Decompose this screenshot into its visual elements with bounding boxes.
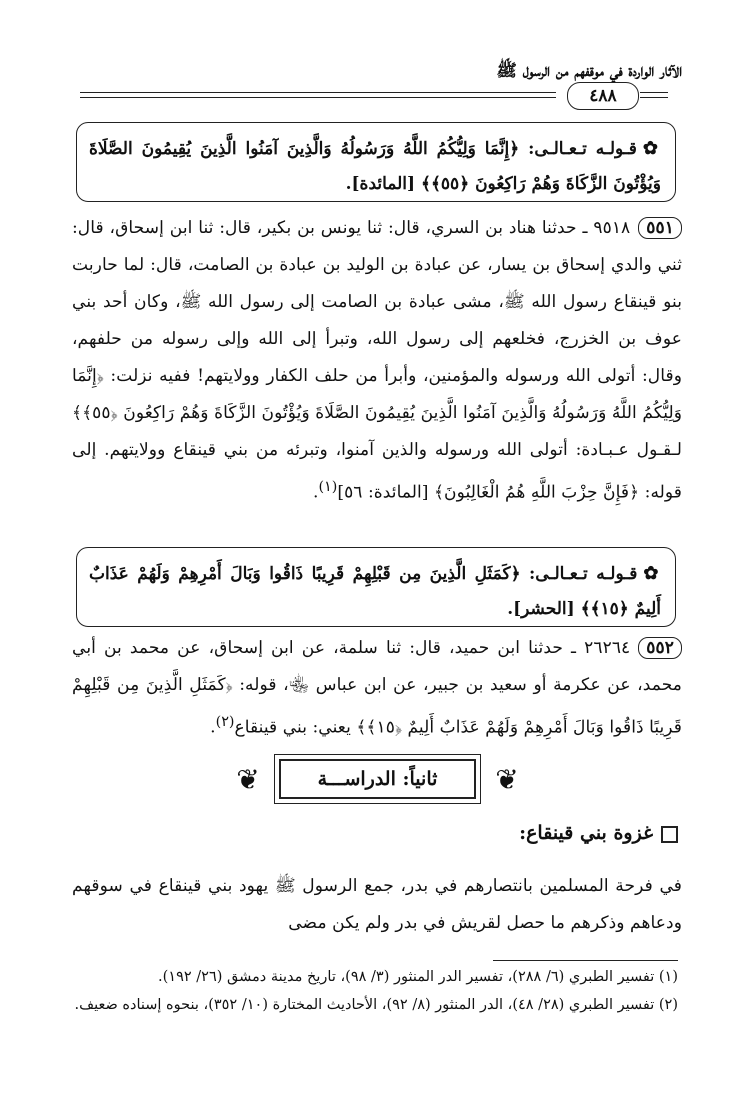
verse-box (76, 122, 676, 202)
narration-paragraph: ٥٥١٩٥١٨ ـ حدثنا هناد بن السري، قال: ثنا يونس بن بكير، قال: ثنا ابن إسحاق، قال: ثني والدي إسحاق بن يسار، عن عبادة بن الوليد بن عبادة بن الصامت، قال: لما حاربت بنو قينقاع رسول الله ﷺ، مشى عبادة بن الصامت إلى رسول الله ﷺ، وكان أحد بني عوف بن الخزرج، فخلعهم إلى رسول الله، وتبرأ إلى الله وإلى رسوله من حلفهم، وقال: أتولى الله ورسوله والمؤمنين، وأبرأ من حلف الكفار وولايتهم! ففيه نزلت: ﴿إِنَّمَا وَلِيُّكُمُ اللَّهُ وَرَسُولُهُ وَالَّذِينَ آمَنُوا الَّذِينَ يُقِيمُونَ الصَّلَاةَ وَيُؤْتُونَ الزَّكَاةَ وَهُمْ رَاكِعُونَ ﴿٥٥﴾﴾ لـقـول عـبـادة: أتولى الله ورسوله والذين آمنوا، وتبرئه من بني قينقاع وولايتهم. إلى قوله: ﴿فَإِنَّ حِزْبَ اللَّهِ هُمُ الْغَالِبُونَ﴾ [المائدة: ٥٦]$^{(١)}$. (72, 218, 682, 503)
floral-ornament-icon: ❦ (495, 763, 519, 796)
footnote-marker[interactable]: (٢) (215, 714, 235, 730)
footnote: (٢) تفسير الطبري (٢٨/ ٤٨)، الدر المنثور (٨/ ٩٢)، الأحاديث المختارة (١٠/ ٣٥٢)، بنحوه إسناده ضعيف. (74, 997, 678, 1013)
header-rule (80, 92, 556, 93)
floral-ornament-icon: ❦ (236, 763, 260, 796)
verse-lead: قـولـه تـعـالـى: (528, 139, 637, 159)
study-paragraph: في فرحة المسلمين بانتصارهم في بدر، جمع الرسول ﷺ يهود بني قينقاع في سوقهم ودعاهم وذكرهم ما حصل لقريش في بدر ولم يكن مضى (72, 876, 682, 933)
square-bullet-icon (661, 826, 678, 843)
section-title: ثانياً: الدراســـة (279, 759, 476, 799)
narration-text: ٩٥١٨ ـ حدثنا هناد بن السري، قال: ثنا يونس بن بكير، قال: ثنا ابن إسحاق، قال: ثني والدي إسحاق بن يسار، عن عبادة بن الوليد بن عبادة بن الصامت، قال: لما حاربت بنو قينقاع رسول الله ﷺ، مشى عبادة بن الصامت إلى رسول الله ﷺ، وكان أحد بني عوف بن الخزرج، فخلعهم إلى رسول الله، وتبرأ إلى الله وإلى رسوله من حلفهم، وقال: أتولى الله ورسوله والمؤمنين، وأبرأ من حلف الكفار وولايتهم! ففيه نزلت: ﴿إِنَّمَا وَلِيُّكُمُ اللَّهُ وَرَسُولُهُ وَالَّذِينَ آمَنُوا الَّذِينَ يُقِيمُونَ الصَّلَاةَ وَيُؤْتُونَ الزَّكَاةَ وَهُمْ رَاكِعُونَ ﴿٥٥﴾﴾ لـقـول عـبـادة: أتولى الله ورسوله والذين آمنوا، وتبرئه من بني قينقاع وولايتهم. إلى قوله: ﴿فَإِنَّ حِزْبَ اللَّهِ هُمُ الْغَالِبُونَ﴾ [المائدة: ٥٦] (72, 218, 682, 503)
section-title-box (274, 754, 481, 804)
header-rule (640, 97, 668, 98)
narration-paragraph: ٥٥٢٢٦٢٦٤ ـ حدثنا ابن حميد، قال: ثنا سلمة، عن ابن إسحاق، عن محمد بن أبي محمد، عن عكرمة أو سعيد بن جبير، عن ابن عباس ﵄، قوله: ﴿كَمَثَلِ الَّذِينَ مِن قَبْلِهِمْ قَرِيبًا ذَاقُوا وَبَالَ أَمْرِهِمْ وَلَهُمْ عَذَابٌ أَلِيمٌ ﴿١٥﴾﴾ يعني: بني قينقاع$^{(٢)}$. (72, 638, 682, 738)
verse-reference: [المائدة]. (345, 174, 416, 194)
quran-verse: ﴿إِنَّمَا وَلِيُّكُمُ اللَّهُ وَرَسُولُهُ وَالَّذِينَ آمَنُوا الَّذِينَ يُقِيمُونَ الصَّلَاةَ وَيُؤْتُونَ الزَّكَاةَ وَهُمْ رَاكِعُونَ ﴿٥٥﴾﴾ (89, 139, 661, 194)
page-number: ٤٨٨ (567, 82, 639, 110)
quran-verse: ﴿كَمَثَلِ الَّذِينَ مِن قَبْلِهِمْ قَرِيبًا ذَاقُوا وَبَالَ أَمْرِهِمْ وَلَهُمْ عَذَابٌ أَلِيمٌ ﴿١٥﴾﴾ (89, 564, 661, 619)
report-number: ٥٥١ (638, 217, 682, 239)
footnote-marker[interactable]: (١) (318, 479, 338, 495)
narration-text: ٢٦٢٦٤ ـ حدثنا ابن حميد، قال: ثنا سلمة، عن ابن إسحاق، عن محمد بن أبي محمد، عن عكرمة أو سعيد بن جبير، عن ابن عباس ﵄، قوله: ﴿كَمَثَلِ الَّذِينَ مِن قَبْلِهِمْ قَرِيبًا ذَاقُوا وَبَالَ أَمْرِهِمْ وَلَهُمْ عَذَابٌ أَلِيمٌ ﴿١٥﴾﴾ يعني: بني قينقاع (72, 638, 682, 738)
verse-reference: [الحشر]. (507, 599, 575, 619)
flower-ornament-icon: ✿ (642, 138, 661, 159)
verse-box (76, 547, 676, 627)
header-rule (640, 92, 668, 93)
report-number: ٥٥٢ (638, 637, 682, 659)
running-title: الآثار الواردة في موقفهم من الرسول ﷺ (496, 61, 682, 81)
flower-ornament-icon: ✿ (643, 563, 662, 584)
section-title-frame (230, 752, 525, 806)
footnote-separator (493, 960, 678, 961)
subheading: غزوة بني قينقاع: (519, 822, 678, 844)
footnote: (١) تفسير الطبري (٦/ ٢٨٨)، تفسير الدر المنثور (٣/ ٩٨)، تاريخ مدينة دمشق (٢٦/ ١٩٢). (158, 969, 678, 985)
header-rule (80, 97, 556, 98)
verse-lead: قـولـه تـعـالـى: (529, 564, 638, 584)
